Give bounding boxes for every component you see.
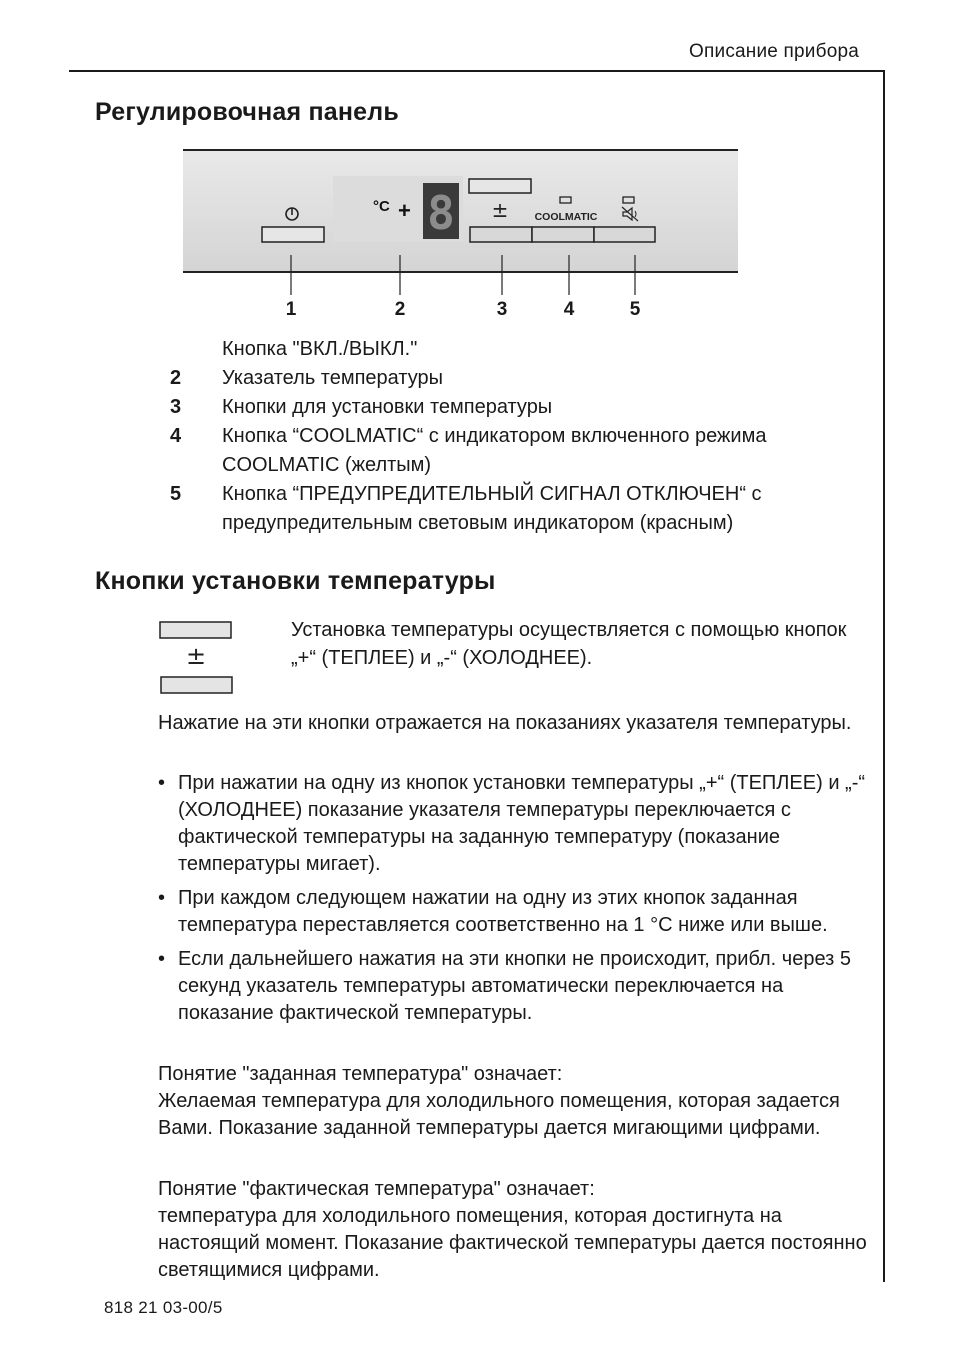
callout-lines	[183, 255, 738, 297]
bullet-dot-icon: •	[158, 948, 166, 970]
section-heading-control-panel: Регулировочная панель	[95, 98, 399, 126]
paragraph-actual-temperature	[158, 1176, 870, 1284]
temperature-intro-text: Установка температуры осуществляется с помощью кнопок „+“ (ТЕПЛЕЕ) и „-“ (ХОЛОДНЕЕ).	[291, 619, 847, 669]
temperature-plus-button[interactable]	[469, 179, 531, 193]
bullet-text: Если дальнейшего нажатия на эти кнопки не происходит, прибл. через 5 секунд указатель температуры автоматически переключается на показание фактической температуры.	[178, 948, 851, 1024]
temperature-buttons-illustration	[158, 618, 234, 698]
bullet-list	[158, 770, 870, 1034]
illustration-plus-button	[160, 622, 231, 638]
display-unit-label: °C	[373, 198, 390, 215]
plus-minus-icon: ±	[491, 198, 509, 222]
paragraph-set-temperature	[158, 1061, 870, 1142]
definition-term: Понятие "заданная температура" означает:	[158, 1063, 563, 1085]
illustration-minus-button	[161, 677, 232, 693]
legend-item	[170, 393, 870, 422]
page-header-title: Описание прибора	[689, 41, 859, 62]
legend-number: 2	[170, 367, 182, 389]
panel-legend	[170, 335, 870, 538]
definition-text: Желаемая температура для холодильного помещения, которая задается Вами. Показание заданной температуры дается мигающими цифрами.	[158, 1090, 840, 1139]
coolmatic-button[interactable]	[532, 227, 594, 242]
legend-item	[170, 422, 870, 480]
legend-text: Кнопка "ВКЛ./ВЫКЛ."	[222, 338, 418, 360]
display-digit: 8	[427, 186, 455, 240]
legend-text: Указатель температуры	[222, 367, 444, 389]
bullet-dot-icon: •	[158, 887, 166, 909]
paragraph-button-effect: Нажатие на эти кнопки отражается на показаниях указателя температуры.	[158, 712, 852, 734]
legend-item	[170, 364, 870, 393]
bullet-dot-icon: •	[158, 772, 166, 794]
legend-number: 5	[170, 483, 182, 505]
legend-text: Кнопка “ПРЕДУПРЕДИТЕЛЬНЫЙ СИГНАЛ ОТКЛЮЧЕН“ с предупредительным световым индикатором (красным)	[222, 483, 762, 534]
legend-item	[170, 480, 870, 538]
callout-number-3: 3	[496, 299, 508, 320]
document-code: 818 21 03-00/5	[104, 1298, 223, 1317]
on-off-button[interactable]	[262, 227, 324, 242]
definition-term: Понятие "фактическая температура" означает:	[158, 1178, 595, 1200]
legend-number	[170, 335, 222, 364]
display-sign: +	[398, 198, 411, 223]
list-item	[158, 770, 870, 878]
list-item	[158, 885, 870, 939]
callout-number-2: 2	[394, 299, 406, 320]
legend-text: Кнопки для установки температуры	[222, 396, 553, 418]
header-divider	[69, 70, 885, 72]
alarm-off-button[interactable]	[594, 227, 655, 242]
callout-number-5: 5	[629, 299, 641, 320]
coolmatic-label: COOLMATIC	[534, 211, 598, 223]
bullet-text: При каждом следующем нажатии на одну из этих кнопок заданная температура переставляется соответственно на 1 °C ниже или выше.	[178, 887, 828, 936]
legend-number: 3	[170, 396, 182, 418]
list-item	[158, 946, 870, 1027]
plus-minus-icon: ±	[185, 642, 207, 670]
temperature-minus-button[interactable]	[470, 227, 532, 242]
legend-text: Кнопка “COOLMATIC“ с индикатором включенного режима COOLMATIC (желтым)	[222, 425, 767, 476]
page-right-border	[883, 70, 885, 1282]
callout-number-4: 4	[563, 299, 575, 320]
callout-number-1: 1	[285, 299, 297, 320]
legend-item	[170, 335, 870, 364]
definition-text: температура для холодильного помещения, которая достигнута на настоящий момент. Показание фактической температуры дается постоянно светящимися цифрами.	[158, 1205, 867, 1281]
section-heading-temperature-buttons: Кнопки установки температуры	[95, 567, 496, 595]
legend-number: 4	[170, 425, 182, 447]
bullet-text: При нажатии на одну из кнопок установки температуры „+“ (ТЕПЛЕЕ) и „-“ (ХОЛОДНЕЕ) показание указателя температуры переключается с фактической температуры на заданную температуру (показание температуры мигает).	[178, 772, 866, 875]
